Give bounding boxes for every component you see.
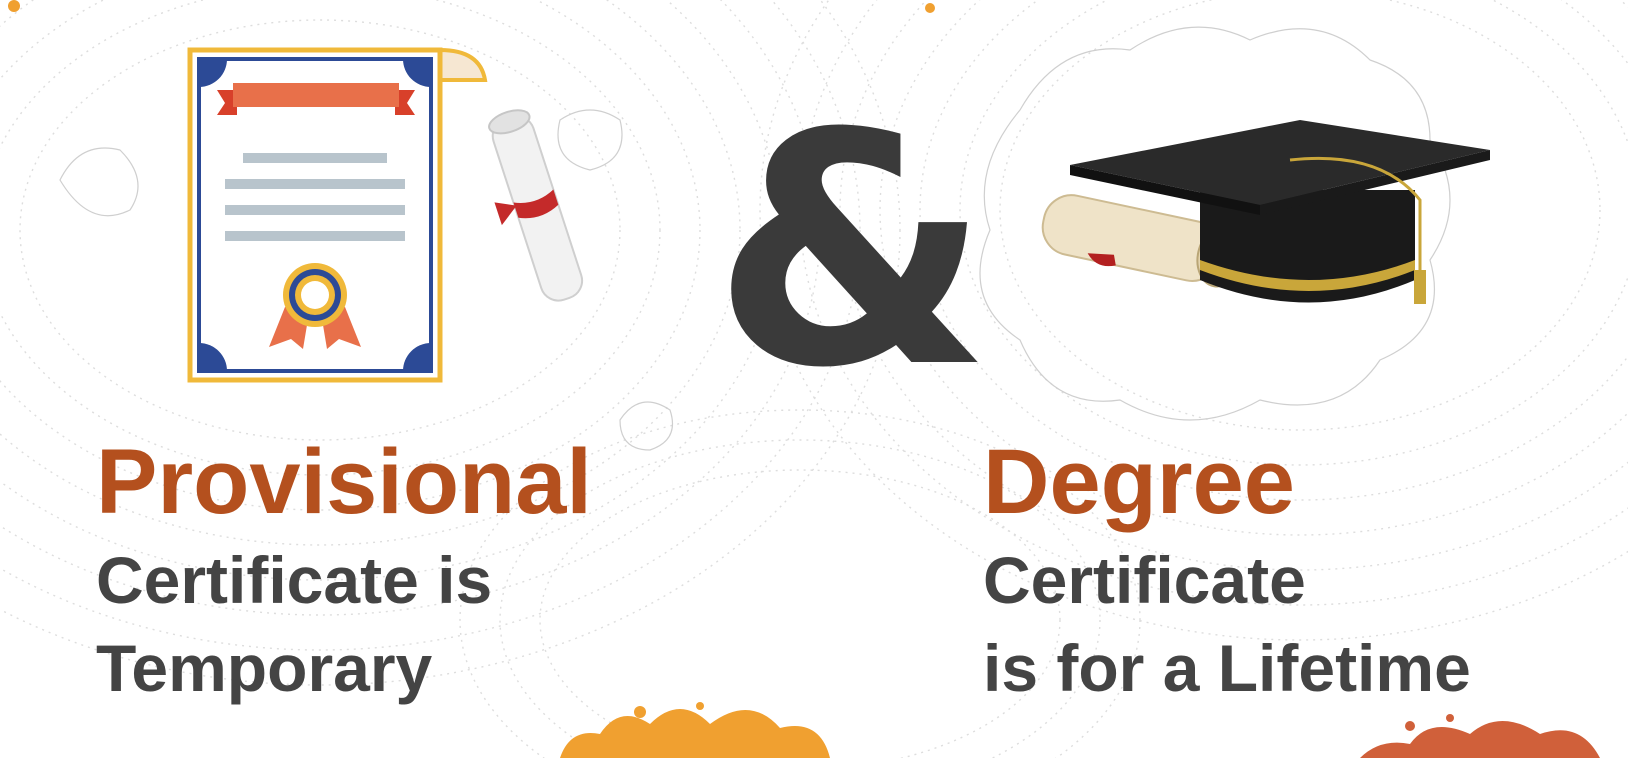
degree-subtitle-line1: Certificate: [983, 543, 1306, 617]
provisional-title: Provisional: [96, 431, 592, 533]
graduation-cap-icon: [1040, 120, 1500, 320]
provisional-subtitle-line1: Certificate is: [96, 543, 493, 617]
degree-title: Degree: [983, 431, 1295, 533]
provisional-subtitle: [96, 536, 492, 712]
certificate-icon: [185, 45, 585, 400]
ampersand-symbol: &: [712, 66, 992, 438]
degree-subtitle: [983, 536, 1471, 712]
degree-subtitle-line2: is for a Lifetime: [983, 631, 1471, 705]
provisional-subtitle-line2: Temporary: [96, 631, 433, 705]
